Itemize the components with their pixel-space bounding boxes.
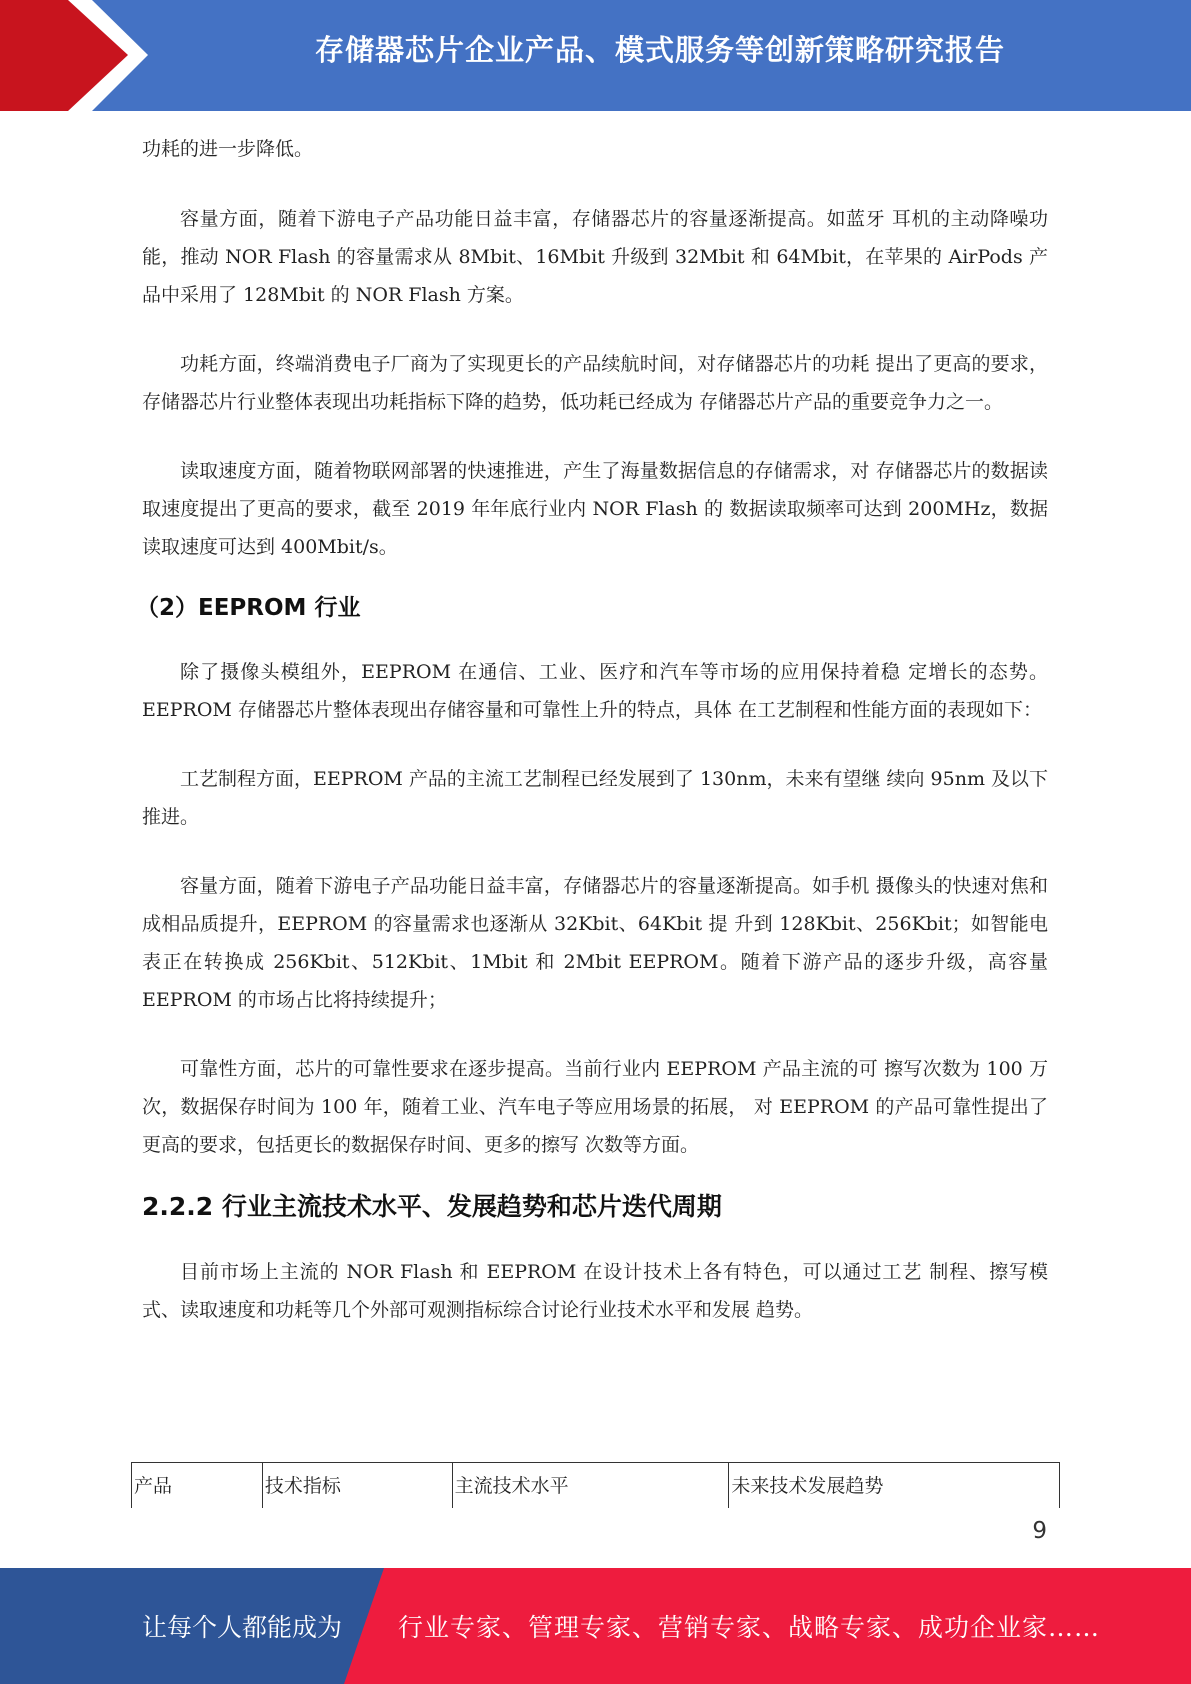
table-header-row (132, 1463, 1060, 1509)
page-footer (0, 1568, 1191, 1684)
subheading-eeprom: （2）EEPROM 行业 (136, 595, 361, 621)
page-header (0, 0, 1191, 111)
paragraph-continuation: 功耗的进一步降低。 (142, 138, 314, 160)
paragraph-tech-overview: 目前市场上主流的 NOR Flash 和 EEPROM 在设计技术上各有特色，可以通过工艺 制程、擦写模式、读取速度和功耗等几个外部可观测指标综合讨论行业技术水平和发展 趋势。 (142, 1261, 1048, 1321)
table-header-cell: 未来技术发展趋势 (729, 1463, 1060, 1509)
paragraph-read-speed: 读取速度方面，随着物联网部署的快速推进，产生了海量数据信息的存储需求，对 存储器芯片的数据读取速度提出了更高的要求，截至 2019 年年底行业内 NOR Flash 的 数据读取频率可达到 200MHz，数据读取速度可达到 400Mbit/s。 (142, 460, 1048, 558)
footer-slogan-right: 行业专家、管理专家、营销专家、战略专家、成功企业家…… (398, 1613, 1101, 1642)
table-header-cell: 技术指标 (262, 1463, 452, 1509)
tech-table (131, 1462, 1060, 1508)
paragraph-capacity-nor: 容量方面，随着下游电子产品功能日益丰富，存储器芯片的容量逐渐提高。如蓝牙 耳机的主动降噪功能，推动 NOR Flash 的容量需求从 8Mbit、16Mbit 升级到 32Mbit 和 64Mbit，在苹果的 AirPods 产品中采用了 128Mbit 的 NOR Flash 方案。 (142, 208, 1048, 306)
paragraph-reliability: 可靠性方面，芯片的可靠性要求在逐步提高。当前行业内 EEPROM 产品主流的可 擦写次数为 100 万次，数据保存时间为 100 年，随着工业、汽车电子等应用场景的拓展， 对 EEPROM 的产品可靠性提出了更高的要求，包括更长的数据保存时间、更多的擦写 次数等方面。 (142, 1058, 1048, 1156)
paragraph-process: 工艺制程方面，EEPROM 产品的主流工艺制程已经发展到了 130nm，未来有望继 续向 95nm 及以下推进。 (142, 768, 1049, 828)
page-number: 9 (1032, 1518, 1047, 1544)
paragraph-eeprom-intro: 除了摄像头模组外，EEPROM 在通信、工业、医疗和汽车等市场的应用保持着稳 定增长的态势。EEPROM 存储器芯片整体表现出存储容量和可靠性上升的特点，具体 在工艺制程和性能方面的表现如下： (142, 661, 1048, 721)
table-header-cell: 主流技术水平 (452, 1463, 729, 1509)
footer-slogan-left: 让每个人都能成为 (142, 1613, 343, 1642)
section-heading-2-2-2: 2.2.2 行业主流技术水平、发展趋势和芯片迭代周期 (142, 1192, 722, 1221)
paragraph-capacity-eeprom: 容量方面，随着下游电子产品功能日益丰富，存储器芯片的容量逐渐提高。如手机 摄像头的快速对焦和成相品质提升，EEPROM 的容量需求也逐渐从 32Kbit、64Kbit 提 升到 128Kbit、256Kbit；如智能电表正在转换成 256Kbit、512Kbit、1Mbit 和 2Mbit EEPROM。随着下游产品的逐步升级，高容量 EEPROM 的市场占比将持续提升； (142, 875, 1048, 1011)
document-body (136, 130, 1049, 1360)
paragraph-power: 功耗方面，终端消费电子厂商为了实现更长的产品续航时间，对存储器芯片的功耗 提出了更高的要求，存储器芯片行业整体表现出功耗指标下降的趋势，低功耗已经成为 存储器芯片产品的重要竞争力之一。 (142, 353, 1048, 413)
header-title: 存储器芯片企业产品、模式服务等创新策略研究报告 (314, 33, 1005, 67)
table-header-cell: 产品 (132, 1463, 263, 1509)
